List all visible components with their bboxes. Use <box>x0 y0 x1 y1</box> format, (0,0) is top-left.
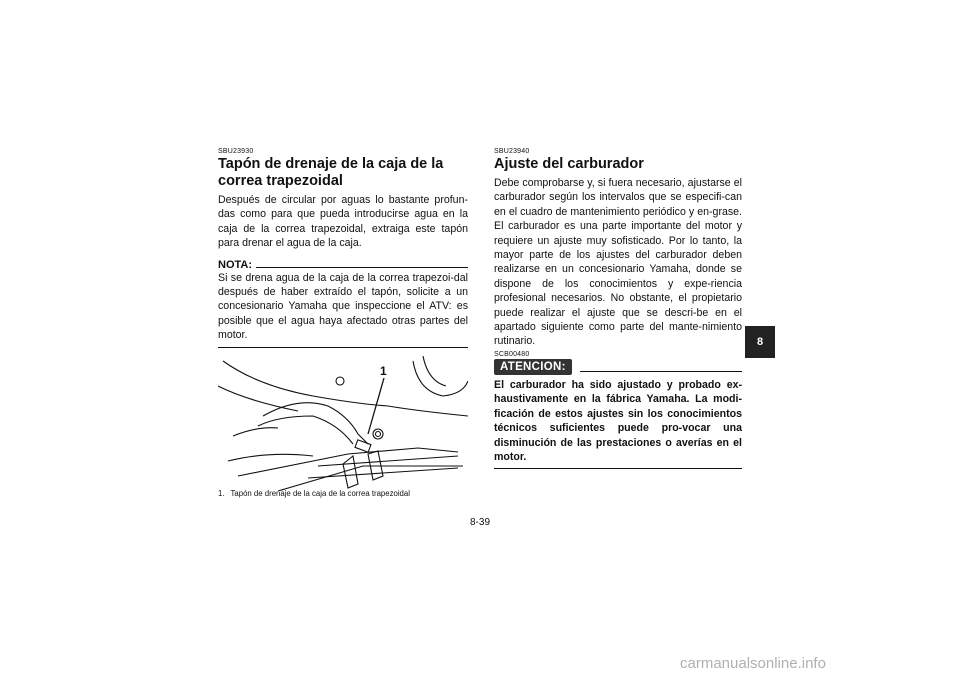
note-header <box>218 259 468 271</box>
drain-plug-illustration <box>218 356 468 491</box>
section-title: Tapón de drenaje de la caja de la correa trapezoidal <box>218 156 444 189</box>
caption-number: 1. <box>218 489 225 498</box>
section-code: SBU23940 <box>494 148 530 155</box>
caution-label: ATENCION: <box>494 359 572 375</box>
drain-plug-drawing <box>218 356 468 491</box>
chapter-tab: 8 <box>745 326 775 358</box>
caption-text: Tapón de drenaje de la caja de la correa trapezoidal <box>230 489 410 498</box>
right-column <box>494 148 742 469</box>
caution-divider <box>580 371 742 372</box>
caution-end-rule <box>494 468 742 469</box>
caution-body: El carburador ha sido ajustado y probado ex-haustivamente en la fábrica Yamaha. La modi-ficación de estos ajustes sin los conocimientos técnicos suficientes puede pro-vocar una disminución de las prestaciones o averías en el motor. <box>494 378 742 463</box>
caution-code: SCB00480 <box>494 350 530 358</box>
note-divider <box>256 267 468 268</box>
caution-header <box>494 359 742 375</box>
section-title: Ajuste del carburador <box>494 156 644 172</box>
note-body: Si se drena agua de la caja de la correa trapezoi-dal después de haber extraído el tapón, solicite a un concesionario Yamaha que inspeccione el ATV: es posible que el agua haya afectado otras partes del motor. <box>218 271 468 342</box>
note-end-rule <box>218 347 468 348</box>
left-column <box>218 148 468 491</box>
figure-caption <box>218 489 416 498</box>
section-body: Debe comprobarse y, si fuera necesario, ajustarse el carburador según los intervalos que se especifi-can en el cuadro de mantenimiento periódico y en-grase. El carburador es una parte importante del motor y requiere un ajuste muy sofisticado. Por lo tanto, la mayor parte de los ajustes del carburador deben realizarse en un concesionario Yamaha, donde se dispone de los conocimientos y expe-riencia profesional necesarios. No obstante, el propietario puede realizar el ajuste que se descri-be en el apartado siguiente como parte del mante-nimiento rutinario. <box>494 177 742 348</box>
page-number: 8-39 <box>470 517 491 528</box>
section-body: Después de circular por aguas lo bastante profun-das como para que pueda introducirse agua en la caja de la correa trapezoidal, extraiga este tapón para drenar el agua de la caja. <box>218 194 468 250</box>
watermark: carmanualsonline.info <box>680 655 826 672</box>
figure-callout-1: 1 <box>380 363 387 378</box>
section-code: SBU23930 <box>218 148 254 155</box>
note-label: NOTA: <box>218 258 253 271</box>
